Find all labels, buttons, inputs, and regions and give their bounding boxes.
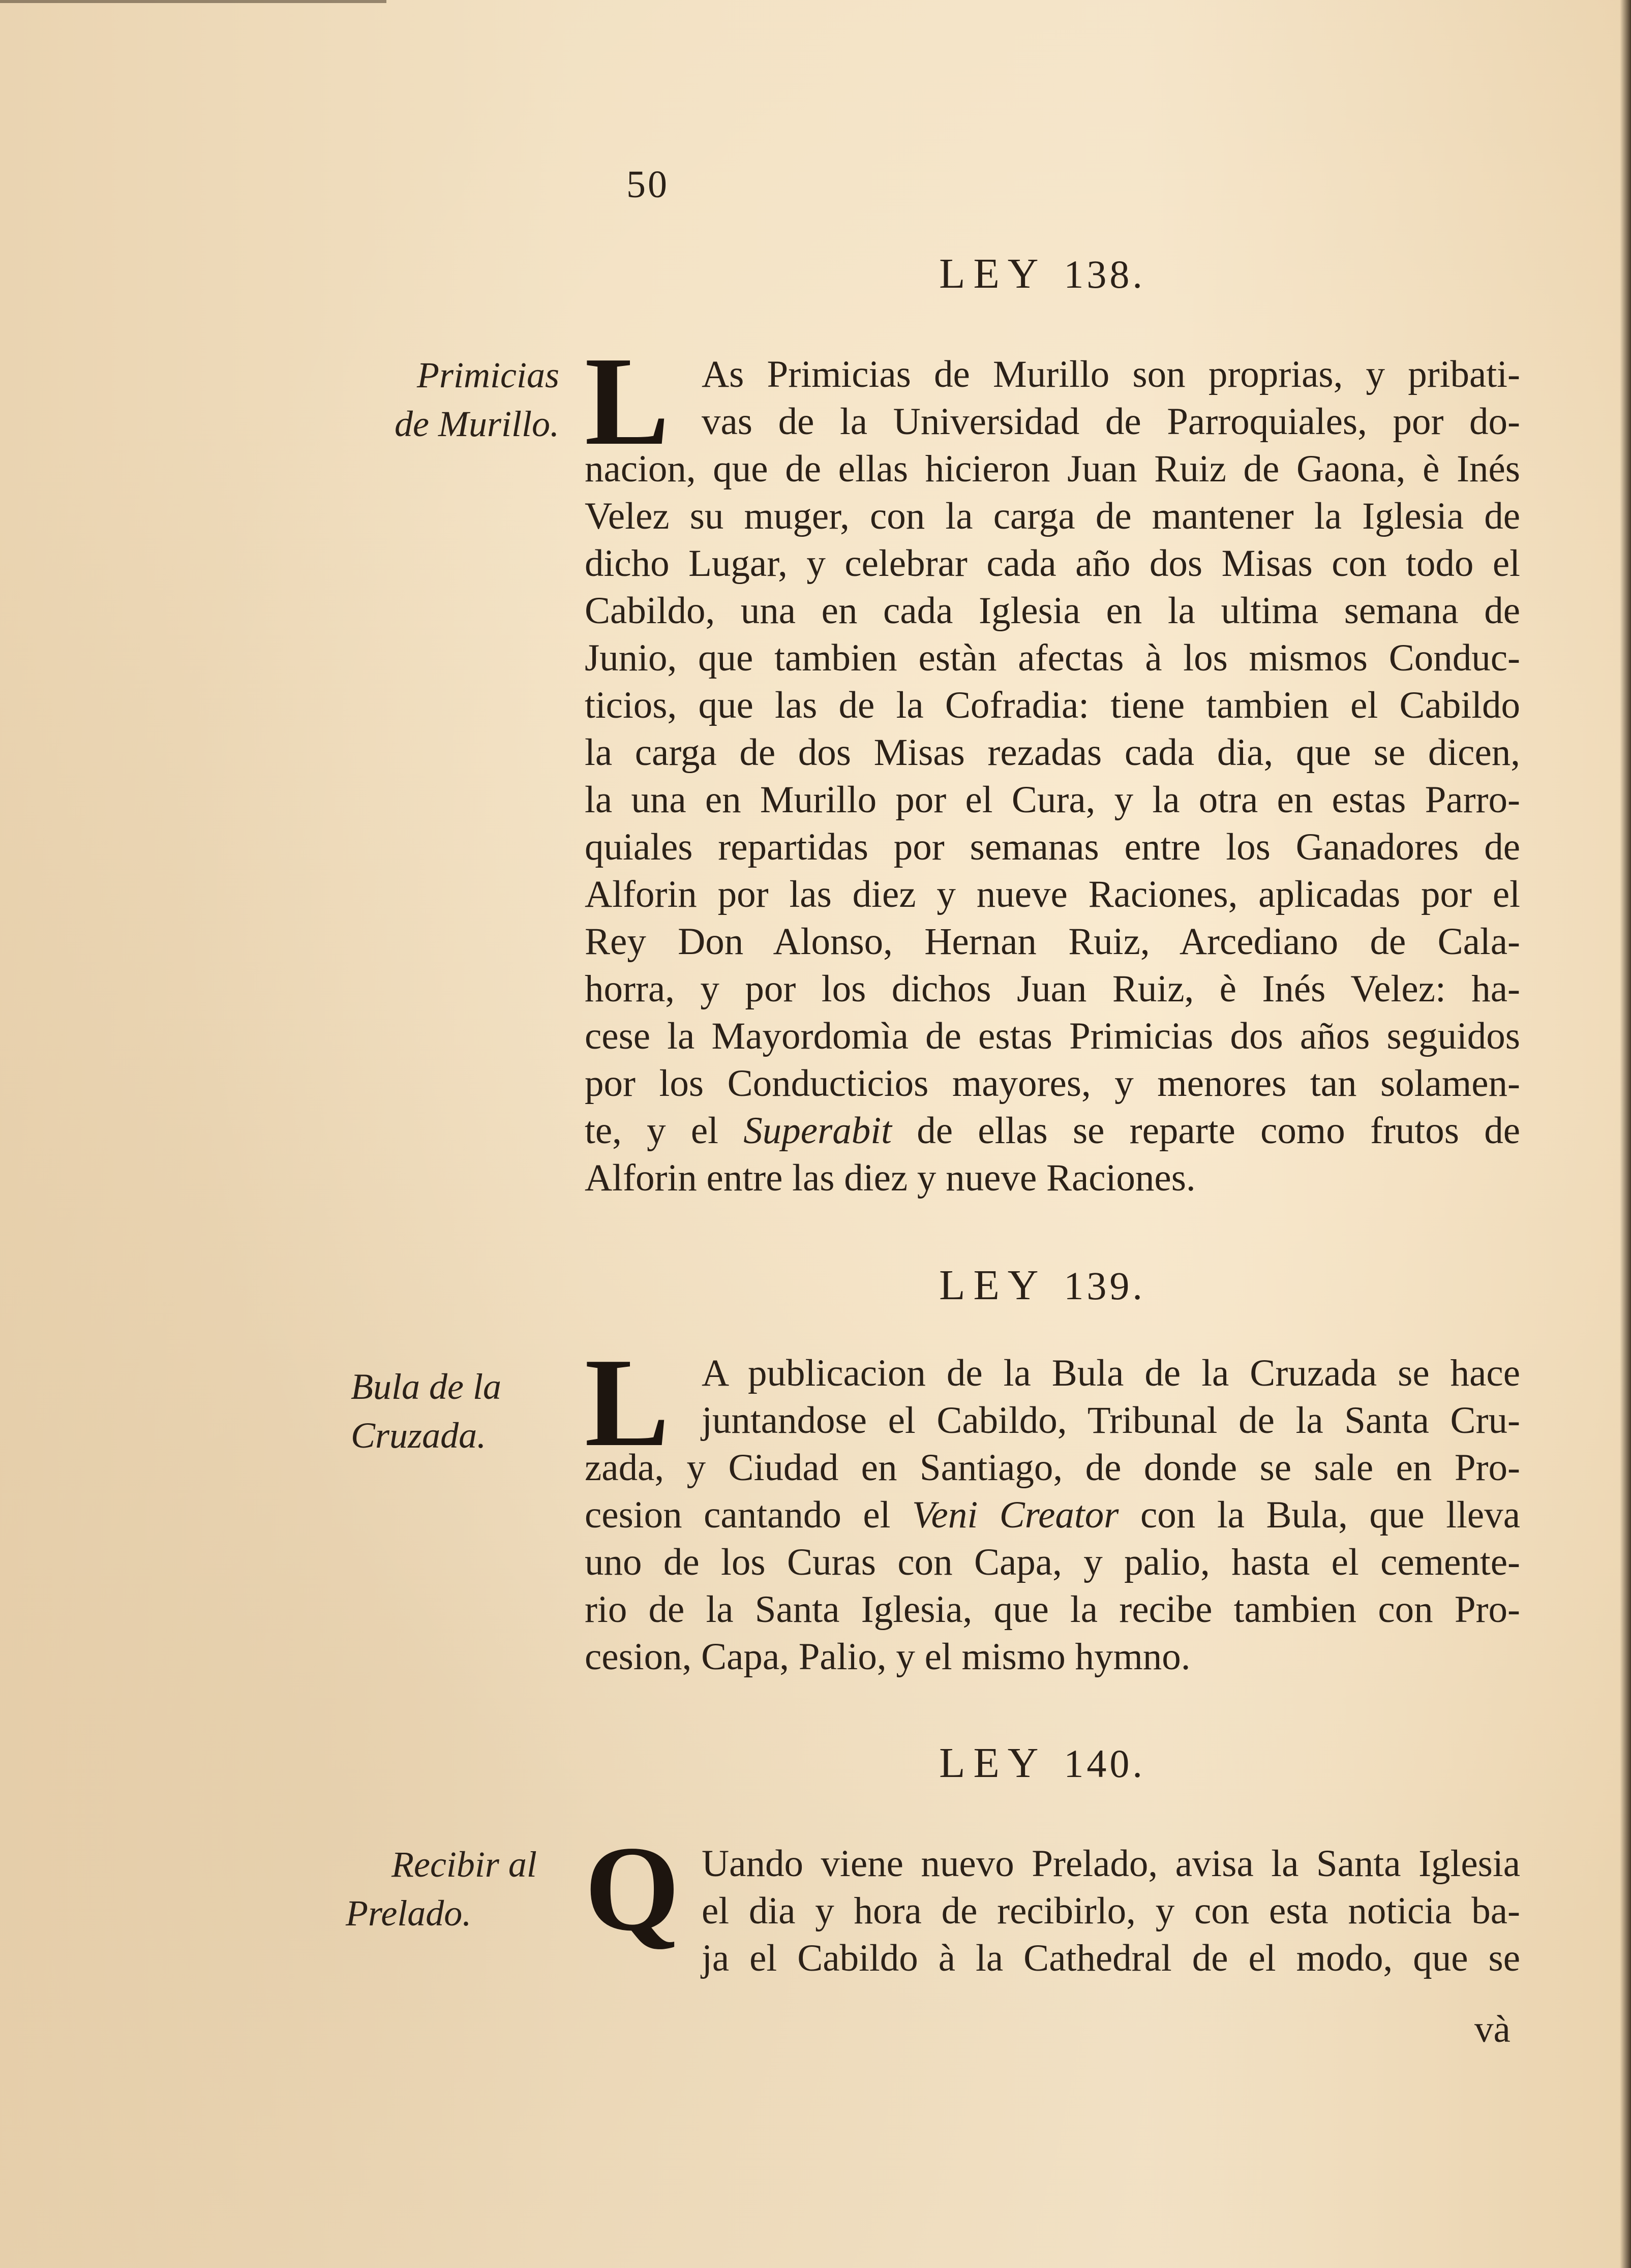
text-line: uno de los Curas con Capa, y palio, hasta el cemente- xyxy=(585,1541,1520,1583)
drop-cap: Q xyxy=(585,1821,680,1956)
text-line: rio de la Santa Iglesia, que la recibe tambien con Pro- xyxy=(585,1588,1520,1631)
text-line: A publicacion de la Bula de la Cruzada se hace xyxy=(702,1352,1520,1394)
text-line: ticios, que las de la Cofradia: tiene tambien el Cabildo xyxy=(585,684,1520,726)
drop-cap: L xyxy=(585,331,670,472)
heading-number: 139. xyxy=(1064,1264,1145,1308)
margin-note-line: Recibir al xyxy=(391,1844,537,1885)
page-binding-edge xyxy=(1620,0,1631,2268)
text-line: Velez su muger, con la carga de mantener la Iglesia de xyxy=(585,495,1520,537)
text-line: zada, y Ciudad en Santiago, de donde se sale en Pro- xyxy=(585,1447,1520,1489)
text-line: te, y el Superabit de ellas se reparte como frutos de xyxy=(585,1110,1520,1152)
text-line: la una en Murillo por el Cura, y la otra en estas Parro- xyxy=(585,779,1520,821)
section-heading xyxy=(569,249,1515,298)
heading-word: LEY xyxy=(939,250,1045,297)
heading-number: 140. xyxy=(1064,1741,1145,1786)
margin-note-line: Prelado. xyxy=(346,1893,472,1934)
text-line: vas de la Universidad de Parroquiales, por do- xyxy=(702,401,1520,443)
margin-note-line: Bula de la xyxy=(351,1366,501,1407)
text-line: As Primicias de Murillo son proprias, y pribati- xyxy=(702,353,1520,395)
text-line: la carga de dos Misas rezadas cada dia, que se dicen, xyxy=(585,731,1520,774)
section-heading xyxy=(569,1261,1515,1310)
text-line: Rey Don Alonso, Hernan Ruiz, Arcediano de Cala- xyxy=(585,921,1520,963)
text-line: Cabildo, una en cada Iglesia en la ultima semana de xyxy=(585,590,1520,632)
margin-note-line: de Murillo. xyxy=(395,404,559,444)
text-line: dicho Lugar, y celebrar cada año dos Misas con todo el xyxy=(585,542,1520,585)
text-line: Junio, que tambien estàn afectas à los mismos Conduc- xyxy=(585,637,1520,679)
text-line: por los Conducticios mayores, y menores tan solamen- xyxy=(585,1062,1520,1105)
text-line: nacion, que de ellas hicieron Juan Ruiz de Gaona, è Inés xyxy=(585,448,1520,490)
margin-note xyxy=(346,1840,580,1938)
text-line: Alforin por las diez y nueve Raciones, aplicadas por el xyxy=(585,873,1520,915)
text-line: cesion, Capa, Palio, y el mismo hymno. xyxy=(585,1636,1191,1678)
heading-number: 138. xyxy=(1064,252,1145,296)
page-number: 50 xyxy=(626,163,669,206)
text-line: quiales repartidas por semanas entre los Ganadores de xyxy=(585,826,1520,868)
text-line: el dia y hora de recibirlo, y con esta noticia ba- xyxy=(702,1890,1520,1932)
margin-note-line: Primicias xyxy=(417,355,559,395)
section-heading xyxy=(569,1738,1515,1788)
paragraph xyxy=(585,331,1520,1202)
heading-word: LEY xyxy=(939,1262,1045,1309)
text-line: cese la Mayordomìa de estas Primicias dos años seguidos xyxy=(585,1015,1520,1057)
text-line: Alforin entre las diez y nueve Raciones. xyxy=(585,1157,1196,1199)
text-line: juntandose el Cabildo, Tribunal de la Santa Cru- xyxy=(702,1399,1520,1442)
paragraph xyxy=(585,1332,1520,1680)
margin-note xyxy=(320,351,559,448)
drop-cap: L xyxy=(585,1332,670,1473)
margin-note xyxy=(351,1362,585,1460)
text-line: cesion cantando el Veni Creator con la Bula, que lleva xyxy=(585,1494,1520,1536)
heading-word: LEY xyxy=(939,1739,1045,1787)
text-line: Uando viene nuevo Prelado, avisa la Santa Iglesia xyxy=(702,1843,1520,1885)
page-top-edge xyxy=(0,0,386,3)
text-line: ja el Cabildo à la Cathedral de el modo, que se xyxy=(702,1937,1520,1979)
margin-note-line: Cruzada. xyxy=(351,1415,487,1456)
paragraph xyxy=(585,1840,1520,1982)
catchword: và xyxy=(1474,2008,1511,2050)
text-line: horra, y por los dichos Juan Ruiz, è Inés Velez: ha- xyxy=(585,968,1520,1010)
